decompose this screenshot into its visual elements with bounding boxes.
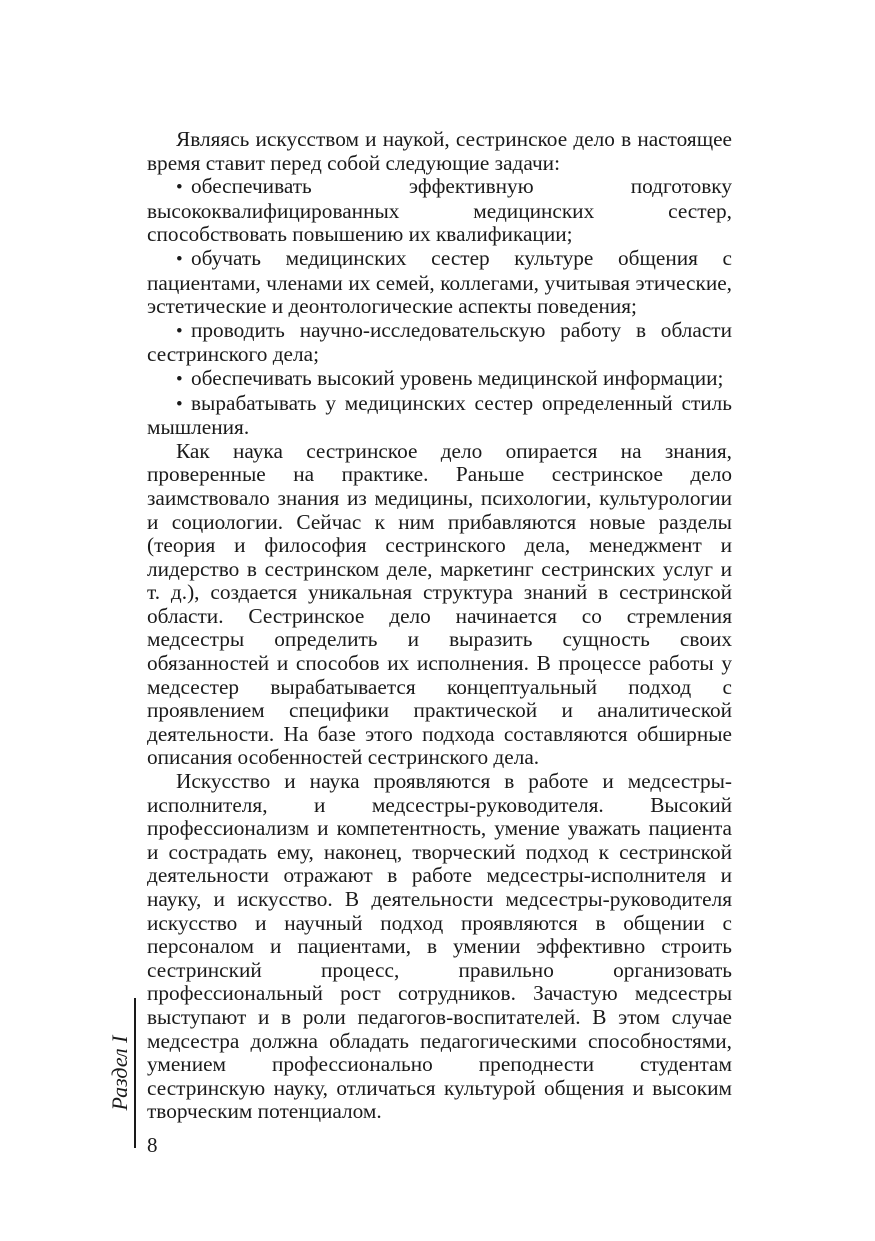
bullet-icon: • (176, 248, 183, 270)
list-item-text: проводить научно-исследовательскую работу в области сестринского дела; (147, 317, 732, 367)
list-item (147, 319, 732, 367)
list-item-text: обучать медицинских сестер культуре общения с пациентами, членами их семей, коллегами, учитывая этические, эстетические и деонтологические аспекты поведения; (147, 245, 732, 319)
art-paragraph: Искусство и наука проявляются в работе и медсестры-исполнителя, и медсестры-руководителя. Высокий профессионализм и компетентность, умение уважать пациента и сострадать ему, наконец, творческий подход к сестринской деятельности отражают в работе медсестры-исполнителя и науку, и искусство. В деятельности медсестры-руководителя искусство и научный подход проявляются в общении с персоналом и пациентами, в умении эффективно строить сестринский процесс, правильно организовать профессиональный рост сотрудников. Зачастую медсестры выступают и в роли педагогов-воспитателей. В этом случае медсестра должна обладать педагогическими способностями, умением профессионально преподнести студентам сестринскую науку, отличаться культурой общения и высоким творческим потенциалом. (147, 769, 732, 1124)
list-item (147, 175, 732, 247)
science-paragraph: Как наука сестринское дело опирается на знания, проверенные на практике. Раньше сестринское дело заимствовало знания из медицины, психологии, культурологии и социологии. Сейчас к ним прибавляются новые разделы (теория и философия сестринского дела, менеджмент и лидерство в сестринском деле, маркетинг сестринских услуг и т. д.), создается уникальная структура знаний в сестринской области. Сестринское дело начинается со стремления медсестры определить и выразить сущность своих обязанностей и способов их исполнения. В процессе работы у медсестер вырабатывается концептуальный подход с проявлением специфики практической и аналитической деятельности. На базе этого подхода составляются обширные описания особенностей сестринского дела. (147, 438, 732, 770)
bullet-icon: • (176, 393, 183, 415)
section-label: Раздел I (107, 1035, 132, 1111)
bullet-icon: • (176, 320, 183, 342)
list-item-text: обеспечивать высокий уровень медицинской информации; (191, 365, 724, 390)
intro-paragraph: Являясь искусством и наукой, сестринское дело в настоящее время ставит перед собой следующие задачи: (147, 127, 732, 175)
list-item (147, 392, 732, 440)
list-item-text: обеспечивать эффективную подготовку высококвалифицированных медицинских сестер, способствовать повышению их квалификации; (147, 174, 732, 247)
bullet-icon: • (176, 368, 183, 390)
section-divider-line (134, 998, 136, 1148)
task-list (147, 175, 732, 440)
body-text (147, 128, 732, 1124)
bullet-icon: • (176, 177, 183, 199)
list-item (147, 367, 732, 392)
list-item (147, 247, 732, 319)
list-item-text: вырабатывать у медицинских сестер определенный стиль мышления. (147, 390, 732, 440)
page-number: 8 (147, 1133, 158, 1157)
